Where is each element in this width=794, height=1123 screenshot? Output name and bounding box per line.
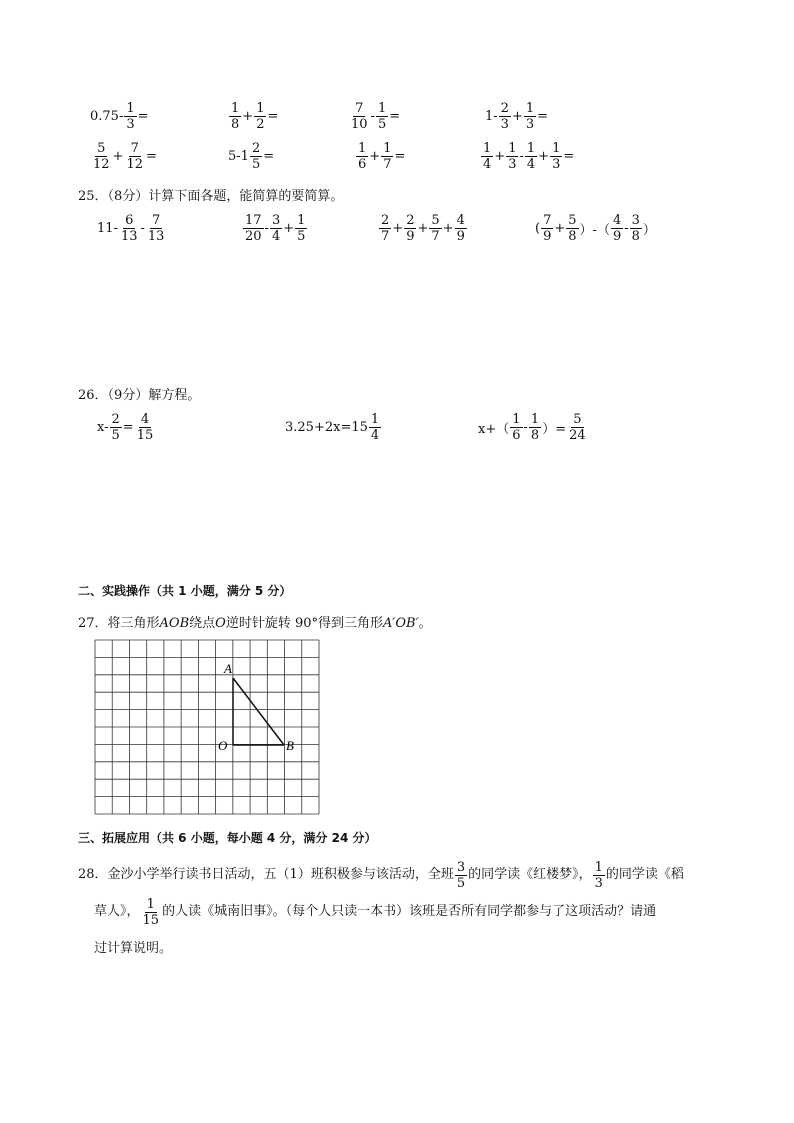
fraction [91,142,112,171]
fraction [146,214,167,243]
fraction [525,142,537,171]
oral-calc-1 [90,102,149,131]
question-26-title: 26．（9分）解方程。 [78,388,201,403]
denominator: 8 [530,428,540,443]
q28-line-3 [78,932,728,966]
fraction [110,413,122,442]
numerator: 1 [383,141,392,156]
numerator: 7 [543,213,552,228]
denominator: 5 [377,117,387,132]
expr-text: + [511,109,523,124]
denominator: 5 [251,157,261,172]
denominator: 8 [631,229,640,244]
denominator: 3 [552,157,561,172]
denominator: 3 [508,157,517,172]
fraction [254,102,266,131]
fraction [499,102,511,131]
q27-mid1: 绕点 [189,616,216,631]
denominator: 3 [126,117,135,132]
numerator: 5 [431,213,440,228]
numerator: 7 [152,213,161,228]
numerator: 1 [377,101,387,116]
q27-prefix: 27．将三角形 [78,616,160,631]
fraction [124,142,145,171]
denominator: 4 [271,229,281,244]
expr-text: - [140,221,145,236]
numerator: 6 [125,213,134,228]
fraction [229,102,241,131]
triangle-side-ab [233,678,284,745]
expr-text: + [112,149,124,164]
numerator: 1 [126,101,135,116]
fraction-1-15: $\frac{1}{15}$ [142,896,160,928]
expr-text: x+（ [478,422,510,437]
q28-text-4: 草人》， [94,904,140,919]
numerator: 4 [456,213,465,228]
point-o-label: O [218,738,228,753]
expr-text: = [137,109,149,124]
expr-text: 0.75- [90,109,124,124]
q28-line-1 [78,858,728,892]
fraction [524,102,536,131]
denominator: 5 [111,428,120,443]
numerator: 4 [612,213,622,228]
denominator: 2 [256,117,265,132]
expr-text: ( [535,221,541,236]
numerator: 17 [245,213,262,228]
denominator: 7 [383,157,392,172]
denominator: 15 [136,428,154,443]
fraction [550,142,562,171]
numerator: 1 [552,141,561,156]
expr-text: + [283,221,295,236]
denominator: 9 [543,229,552,244]
calc-25-4 [535,214,656,243]
fraction [379,214,391,243]
denominator: 9 [456,229,465,244]
fraction [119,214,140,243]
numerator: 1 [231,101,240,116]
numerator: 1 [297,213,306,228]
section-2-heading: 二、实践操作（共 1 小题，满分 5 分） [78,584,292,598]
point-a-label: A [224,661,232,676]
oral-calc-3 [348,102,400,131]
expr-text: = [267,109,279,124]
q27-mid2: 逆时针旋转 90°得到三角形 [225,616,384,631]
numerator: 1 [508,141,517,156]
expr-text: = [263,149,275,164]
question-25-title: 25．（8分）计算下面各题，能简算的要简算。 [78,189,344,204]
oral-calc-6 [228,142,274,171]
q27-o: O [215,616,226,631]
denominator: 9 [612,229,622,244]
expr-text: + [442,221,454,236]
numerator: 3 [271,213,281,228]
fraction [541,214,553,243]
calc-25-2 [242,214,308,243]
expr-text: = [146,149,157,164]
fraction [630,214,642,243]
numerator: 2 [406,213,415,228]
denominator: 12 [93,157,110,172]
denominator: 4 [483,157,492,172]
denominator: 13 [120,229,138,244]
denominator: 4 [370,428,380,443]
oral-calc-2 [228,102,278,131]
fraction [381,142,393,171]
denominator: 24 [569,428,586,443]
expr-text: ）= [542,422,567,437]
expr-text: + [242,109,254,124]
denominator: 8 [231,117,240,132]
fraction [243,214,264,243]
expr-text: - [624,221,629,236]
denominator: 6 [358,157,367,172]
fraction [349,102,370,131]
fraction-1-3: $\frac{1}{3}$ [594,859,603,891]
numerator: 2 [381,213,390,228]
expr-text: 3.25+2x=15 [285,420,368,435]
q28-text-6: 过计算说明。 [94,941,173,956]
q28-text-3: 的同学读《稻 [605,867,684,882]
denominator: 20 [245,229,262,244]
denominator: 9 [406,229,415,244]
section-3-heading: 三、拓展应用（共 6 小题，每小题 4 分，满分 24 分） [78,831,377,845]
expr-text: 1- [485,109,498,124]
fraction [506,142,518,171]
expr-text: - [523,420,528,435]
fraction [567,413,588,442]
denominator: 6 [512,428,521,443]
oral-calc-7 [355,142,405,171]
oral-calc-5 [90,142,157,171]
numerator: 2 [111,412,120,427]
q27-aob: AOB [159,616,190,631]
denominator: 7 [381,229,390,244]
question-28 [78,858,728,966]
expr-text: = [394,149,406,164]
q28-line-2 [78,892,728,932]
calc-25-1 [97,214,167,243]
fraction [376,102,388,131]
numerator: 5 [573,412,582,427]
numerator: 1 [530,412,540,427]
fraction [270,214,282,243]
expr-text: + [554,221,566,236]
expr-text: ）-（ [579,223,610,238]
numerator: 3 [631,213,640,228]
expr-text: - [370,109,375,124]
numerator: 1 [256,101,265,116]
fraction [510,413,522,442]
fraction [529,413,541,442]
numerator: 5 [97,141,106,156]
numerator: 7 [355,101,364,116]
equation-3 [478,413,589,442]
oral-calc-8 [480,142,574,171]
q28-text-5: 的人读《城南旧事》。（每个人只读一本书）该班是否所有同学都参与了这项活动？请通 [162,904,657,919]
fraction [369,413,381,442]
expr-text: + [369,149,381,164]
numerator: 1 [370,412,380,427]
numerator: 1 [512,412,521,427]
numerator: 2 [500,101,509,116]
fraction [455,214,467,243]
expr-text: = [537,109,549,124]
expr-text: x- [97,420,109,435]
expr-text: - [519,149,524,164]
denominator: 7 [431,229,440,244]
fraction [356,142,368,171]
fraction [481,142,493,171]
q28-text-2: 的同学读《红楼梦》， [468,867,592,882]
expr-text: = [389,109,401,124]
numerator: 1 [525,101,535,116]
numerator: 7 [130,141,139,156]
denominator: 10 [351,117,368,132]
expr-text: + [538,149,550,164]
numerator: 1 [483,141,492,156]
expr-text: ） [642,223,656,238]
q27-aob2: A′OB′ [383,616,419,631]
equation-2 [285,413,382,442]
rotation-grid [94,639,320,815]
fraction [429,214,441,243]
fraction [404,214,416,243]
oral-calc-4 [485,102,548,131]
fraction [295,214,307,243]
denominator: 3 [525,117,535,132]
expr-text: + [417,221,429,236]
expr-text: + [392,221,404,236]
expr-text: 5-1 [228,149,249,164]
numerator: 1 [526,141,536,156]
fraction [250,142,262,171]
numerator: 2 [251,141,261,156]
calc-25-3 [378,214,468,243]
expr-text: - [264,221,269,236]
question-27-text [78,612,432,631]
fraction [135,413,156,442]
expr-text: = [563,149,575,164]
numerator: 1 [358,141,367,156]
expr-text: 11- [97,221,118,236]
denominator: 4 [526,157,536,172]
expr-text: = [122,420,134,435]
numerator: 4 [140,412,150,427]
denominator: 12 [126,157,143,172]
denominator: 8 [568,229,577,244]
fraction [611,214,623,243]
equation-1 [97,413,156,442]
denominator: 13 [147,229,165,244]
expr-text: + [494,149,506,164]
q27-end: 。 [418,616,432,631]
fraction-3-5: $\frac{3}{5}$ [456,859,466,891]
q28-text-1: 28．金沙小学举行读书日活动，五（1）班积极参与该活动，全班 [78,867,454,882]
fraction [566,214,578,243]
point-b-label: B [286,738,294,753]
numerator: 5 [568,213,577,228]
denominator: 5 [297,229,306,244]
denominator: 3 [500,117,509,132]
fraction [124,102,136,131]
